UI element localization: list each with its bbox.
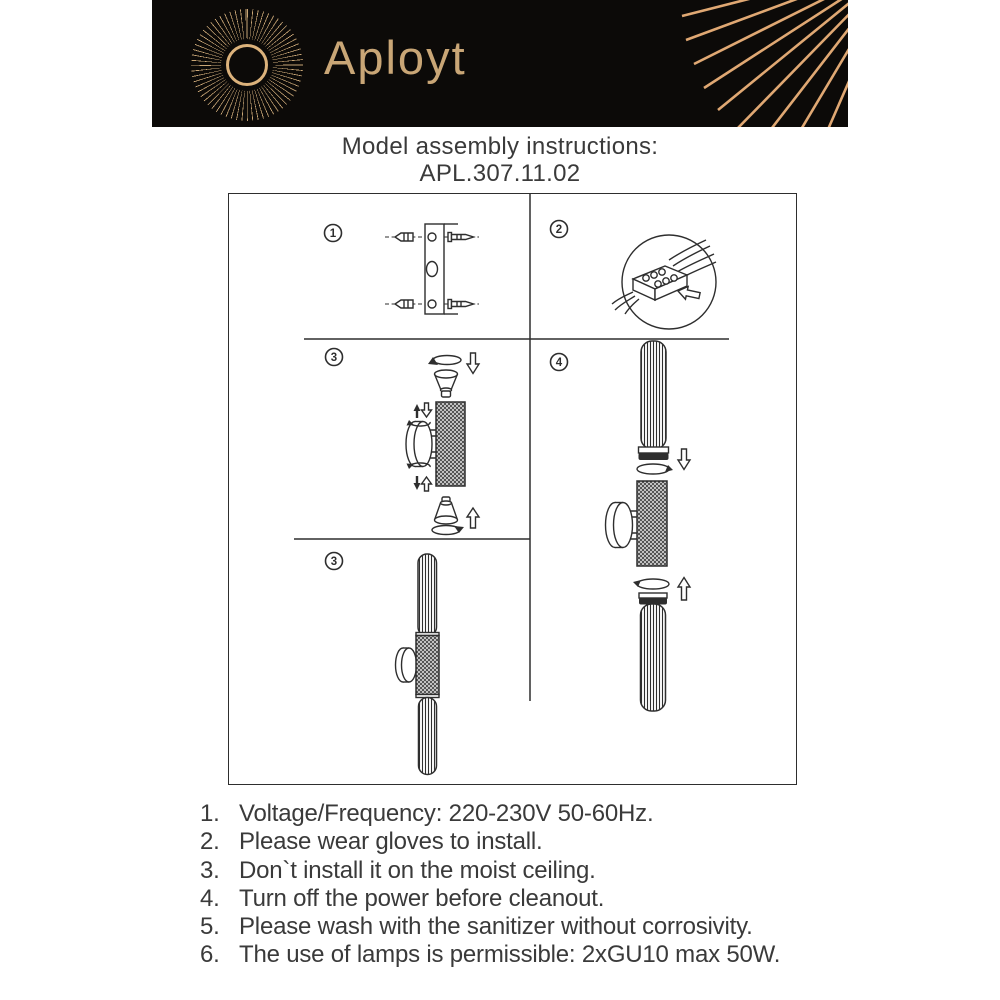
instruction-text: Please wear gloves to install. (239, 828, 543, 856)
instruction-number: 2. (200, 828, 220, 856)
instruction-number: 5. (200, 913, 220, 941)
gu10-bulb-icon (435, 497, 458, 524)
knurled-shade-icon (416, 636, 439, 695)
instruction-text: Voltage/Frequency: 220-230V 50-60Hz. (239, 800, 654, 827)
screw-icon (448, 233, 474, 309)
instruction-item (200, 941, 860, 969)
instruction-text: Please wash with the sanitizer without corrosivity. (239, 913, 753, 941)
svg-text:4: 4 (555, 357, 563, 369)
step-1-panel-wall-bracket-icon (385, 224, 479, 314)
step-1-badge (325, 225, 342, 242)
instruction-item (200, 828, 860, 856)
step-4-panel-tube-assembly-icon (606, 341, 691, 711)
step-5-badge (326, 553, 343, 570)
wall-canopy-icon (406, 422, 432, 467)
fluted-tube-icon (641, 604, 666, 711)
wall-anchor-icon (395, 233, 413, 308)
instruction-text: Turn off the power before cleanout. (239, 884, 605, 912)
instruction-number: 3. (200, 856, 220, 884)
step-4-badge (551, 354, 568, 371)
svg-text:1: 1 (329, 228, 337, 240)
gu10-bulb-icon (435, 370, 458, 397)
fluted-tube-icon (641, 341, 666, 449)
ray-fan-decoration (152, 0, 848, 127)
svg-text:2: 2 (555, 224, 563, 236)
svg-text:3: 3 (330, 556, 338, 568)
assembly-diagram (229, 194, 795, 783)
instruction-text: Don`t install it on the moist ceiling. (239, 856, 596, 884)
assembly-diagram-box (228, 193, 797, 785)
knurled-shade-icon (436, 402, 465, 486)
step-3-panel-bulb-install-icon (406, 353, 479, 535)
wall-canopy-icon (606, 503, 633, 548)
knurled-shade-icon (637, 481, 667, 566)
brand-wordmark: Aployt (324, 31, 467, 84)
step-5-panel-assembled-lamp-icon (396, 554, 440, 775)
instruction-item (200, 800, 860, 828)
step-2-badge (551, 221, 568, 238)
instruction-item (200, 885, 860, 913)
instruction-item (200, 857, 860, 885)
step-2-panel-wiring-icon (612, 235, 716, 329)
instruction-number: 6. (200, 941, 220, 969)
model-number: APL.307.11.02 (419, 160, 581, 187)
page-title: Model assembly instructions: (341, 133, 659, 160)
instructions-list (200, 800, 860, 970)
instruction-number: 1. (200, 800, 220, 827)
wall-canopy-icon (396, 648, 417, 682)
instruction-text: The use of lamps is permissible: 2xGU10 max 50W. (239, 941, 781, 969)
instruction-number: 4. (200, 884, 220, 912)
svg-text:3: 3 (330, 352, 338, 364)
step-3-badge (326, 349, 343, 366)
brand-banner (152, 0, 848, 127)
instruction-item (200, 913, 860, 941)
